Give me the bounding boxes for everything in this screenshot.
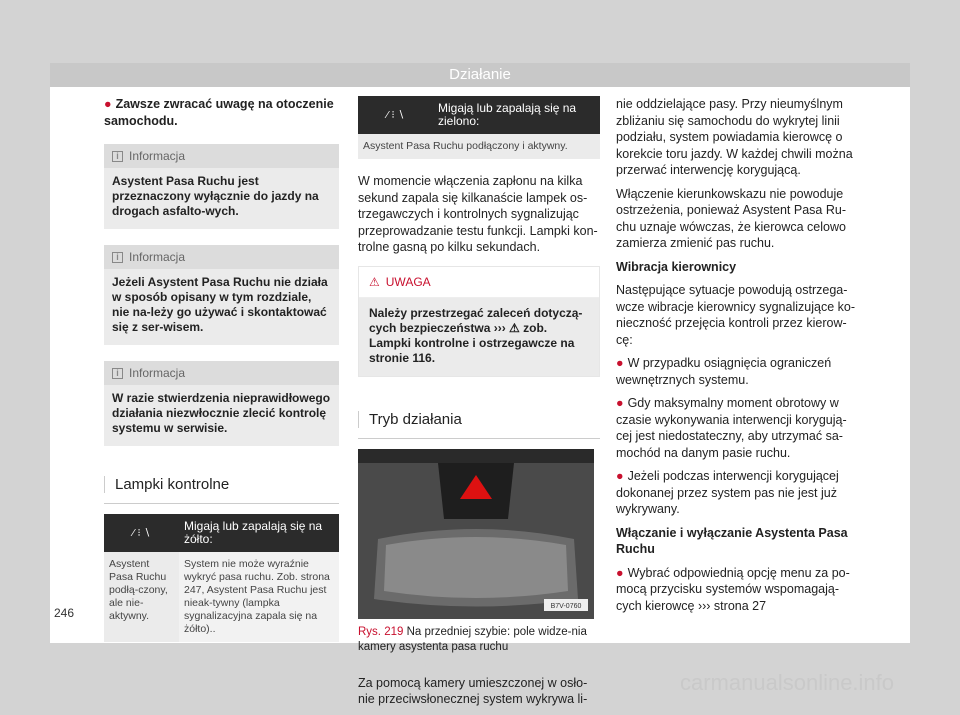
info-box-1 — [104, 144, 339, 229]
page-number: 246 — [54, 606, 75, 620]
section-title: Lampki kontrolne — [104, 476, 229, 493]
column-2 — [358, 96, 600, 715]
bullet-text: Jeżeli podczas interwencji korygującej dokonanej przez system pas nie jest już wykrywany. — [616, 469, 839, 516]
lane-assist-icon: ⁄ ⁝ ∖ — [386, 108, 405, 121]
info-title: Informacja — [129, 366, 186, 380]
info-box-2 — [104, 245, 339, 345]
paragraph: Za pomocą kamery umieszczonej w osło-nie przeciwsłonecznej system wykrywa li- — [358, 675, 588, 706]
info-title: Informacja — [129, 149, 186, 163]
page-header: Działanie — [50, 63, 910, 87]
bullet-icon: ● — [616, 356, 624, 370]
warning-body: Należy przestrzegać zaleceń dotyczą-cych bezpieczeństwa ››› ⚠ zob. Lampki kontrolne i ostrzegawcze na stronie 116. — [359, 298, 599, 376]
warning-title: UWAGA — [385, 274, 431, 289]
bullet-item — [104, 96, 339, 129]
info-body: Asystent Pasa Ruchu jest przeznaczony wyłącznie do jazdy na drogach asfalto-wych. — [112, 174, 319, 218]
info-icon: i — [112, 368, 123, 379]
paragraph: W momencie włączenia zapłonu na kilka sekund zapala się kilkanaście lampek os-trzegawczych i kontrolnych sygnalizując przeprowadzanie testu funkcji. Lampki kon-trolne gasną po kilku sekundach. — [358, 174, 598, 254]
bullet-item — [616, 395, 856, 461]
info-body: Jeżeli Asystent Pasa Ruchu nie działa w sposób opisany w tym rozdziale, nie na-leży go używać i skontaktować się z ser-wisem. — [112, 275, 328, 334]
table-cell: System nie może wyraźnie wykryć pasa ruchu. Zob. strona 247, Asystent Pasa Ruchu jest nieak-tywny (lampka sygnalizacyjna zapala się na żółto).. — [179, 552, 339, 642]
caption-text: Na przedniej szybie: pole widze-nia kamery asystenta pasa ruchu — [358, 625, 587, 653]
info-body: W razie stwierdzenia nieprawidłowego działania niezwłocznie zlecić kontrolę systemu w serwisie. — [112, 391, 331, 435]
subheading: Wibracja kierownicy — [616, 259, 737, 274]
table-cell: Asystent Pasa Ruchu podłą-czony, ale nie-aktywny. — [104, 552, 179, 642]
figure-caption — [358, 625, 600, 655]
subheading: Włączanie i wyłączanie Asystenta Pasa Ruchu — [616, 525, 848, 556]
bullet-text: Wybrać odpowiednią opcję menu za po-mocą przycisku systemów wspomagają-cych kierowcę ››› strona 27 — [616, 565, 850, 613]
info-icon: i — [112, 252, 123, 263]
bullet-item — [616, 468, 856, 518]
column-1 — [104, 96, 339, 642]
info-title: Informacja — [129, 250, 186, 264]
section-heading — [104, 462, 339, 504]
section-heading — [358, 397, 600, 439]
table-header: Migają lub zapalają się na żółto: — [184, 519, 323, 546]
section-title: Tryb działania — [358, 411, 462, 428]
info-box-3 — [104, 361, 339, 446]
bullet-text: W przypadku osiągnięcia ograniczeń wewnętrznych systemu. — [616, 356, 832, 387]
bullet-item — [616, 355, 856, 388]
indicator-table-green — [358, 96, 600, 159]
column-3 — [616, 96, 856, 621]
paragraph: nie oddzielające pasy. Przy nieumyślnym zbliżaniu się samochodu do wykrytej linii podziału, system powiadamia kierowcę o korekcie toru jazdy. W każdej chwili można przerwać interwencję korygującą. — [616, 97, 853, 177]
bullet-icon: ● — [616, 565, 624, 580]
table-cell: Asystent Pasa Ruchu podłączony i aktywny. — [358, 134, 600, 159]
lane-assist-icon: ⁄ ⁝ ∖ — [132, 526, 151, 539]
caption-label: Rys. 219 — [358, 625, 404, 638]
table-header: Migają lub zapalają się na zielono: — [438, 101, 577, 128]
bullet-icon: ● — [616, 469, 624, 483]
bullet-icon: ● — [616, 396, 624, 410]
paragraph: Następujące sytuacje powodują ostrzega-wcze wibracje kierownicy sygnalizujące ko-nieczność przejęcia kontroli przez kierow-cę: — [616, 283, 855, 347]
bullet-text: Zawsze zwracać uwagę na otoczenie samochodu. — [104, 97, 334, 128]
watermark: carmanualsonline.info — [680, 670, 895, 695]
figure-code: B7V-0760 — [550, 602, 582, 610]
warning-box — [358, 266, 600, 377]
bullet-icon: ● — [104, 97, 112, 111]
bullet-item — [616, 565, 856, 615]
camera-illustration — [358, 449, 594, 619]
warning-icon: ⚠ — [369, 274, 380, 289]
info-icon: i — [112, 151, 123, 162]
bullet-text: Gdy maksymalny moment obrotowy w czasie wykonywania interwencji korygują-cej jest niedostateczny, aby utrzymać sa-mochód na danym pasie ruchu. — [616, 396, 847, 460]
paragraph: Włączenie kierunkowskazu nie powoduje ostrzeżenia, ponieważ Asystent Pasa Ru-chu uznaje wówczas, że kierowca celowo zamierza zmienić pas ruchu. — [616, 186, 846, 250]
indicator-table — [104, 514, 339, 642]
figure-camera — [358, 449, 594, 619]
